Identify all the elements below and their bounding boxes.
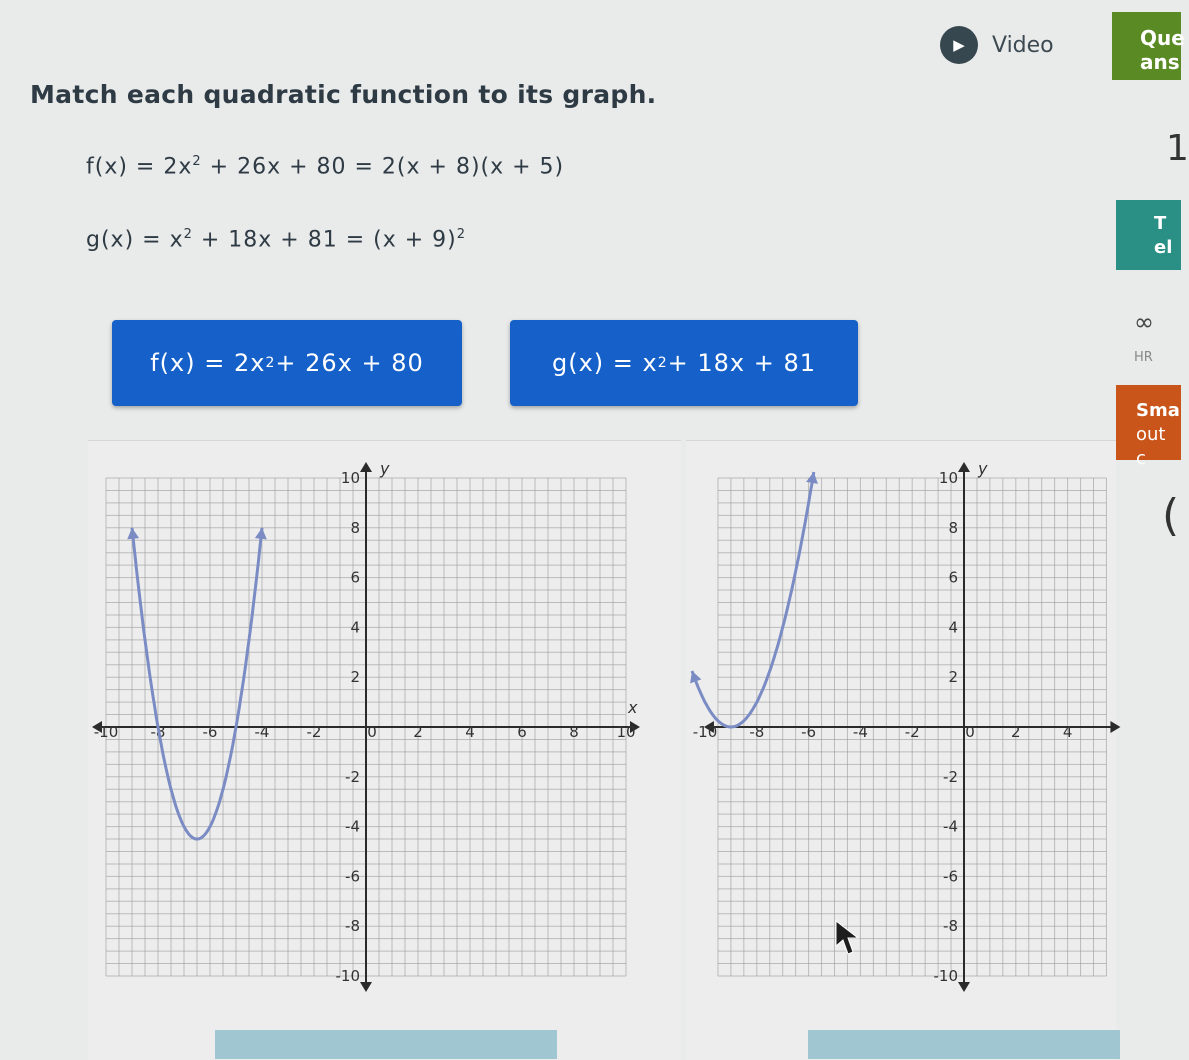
equation-g-lhs: g(x) = x — [86, 227, 184, 253]
side-top-line-2: ans — [1140, 50, 1180, 74]
x-tick-label: -6 — [202, 723, 218, 741]
x-tick-label: -10 — [93, 723, 119, 741]
y-tick-label: 2 — [350, 668, 360, 687]
side-top-line-1: Que — [1140, 26, 1185, 50]
y-axis-label: y — [380, 459, 390, 478]
y-tick-label: -4 — [345, 817, 360, 836]
x-tick-label: -4 — [254, 723, 270, 741]
side-bottom-line-2: out c — [1136, 424, 1166, 469]
y-axis-down-arrow-icon — [958, 982, 970, 992]
x-tick-label: -2 — [306, 723, 322, 741]
y-tick-label: -6 — [943, 867, 958, 886]
tile-g-pre: g(x) = x — [551, 349, 658, 377]
equation-f-lhs: f(x) = 2x — [86, 154, 193, 180]
equation-g-exponent-1: 2 — [183, 227, 193, 242]
x-tick-label: 2 — [1011, 723, 1021, 741]
y-tick-label: -2 — [943, 767, 958, 786]
x-tick-label: 8 — [569, 723, 579, 741]
x-tick-label: 2 — [413, 723, 423, 741]
y-tick-label: 8 — [350, 518, 360, 537]
y-tick-label: 4 — [948, 618, 958, 637]
x-tick-label: 4 — [1062, 723, 1073, 741]
graph-2 — [690, 459, 1120, 992]
x-tick-label: -4 — [852, 723, 868, 741]
y-tick-label: 6 — [948, 568, 958, 587]
y-tick-label: 4 — [350, 618, 360, 637]
y-tick-label: -6 — [345, 867, 360, 886]
equation-g-exponent-2: 2 — [456, 227, 467, 242]
side-hr-label: HR — [1134, 350, 1153, 365]
y-axis-up-arrow-icon — [958, 462, 970, 472]
x-tick-label: -8 — [749, 723, 765, 741]
equation-f-rhs: + 26x + 80 = 2(x + 8)(x + 5) — [201, 154, 565, 180]
infinity-icon: ∞ — [1134, 308, 1154, 336]
tile-g-post: + 18x + 81 — [667, 349, 817, 377]
y-axis-down-arrow-icon — [360, 982, 372, 992]
y-axis-label: y — [978, 459, 988, 478]
x-axis-right-arrow-icon — [1110, 721, 1120, 733]
equation-f-exponent: 2 — [192, 154, 202, 169]
y-tick-label: 6 — [350, 568, 360, 587]
x-axis-label: x — [628, 698, 638, 717]
x-tick-label: 6 — [517, 723, 527, 741]
tile-g-exponent: 2 — [657, 355, 668, 371]
curve-end-arrow-icon — [255, 528, 267, 540]
y-tick-label: -2 — [345, 767, 360, 786]
x-tick-label: 0 — [367, 723, 377, 741]
y-tick-label: 10 — [938, 469, 958, 487]
side-glyph-1: 1 — [1166, 128, 1189, 169]
y-tick-label: -8 — [943, 917, 958, 936]
equation-g-rhs: + 18x + 81 = (x + 9) — [192, 227, 457, 253]
video-label: Video — [992, 32, 1054, 58]
y-tick-label: -10 — [335, 967, 360, 985]
drop-zone-1[interactable] — [215, 1030, 557, 1059]
tile-f-post: + 26x + 80 — [275, 349, 424, 377]
play-icon: ▶ — [940, 26, 978, 64]
x-tick-label: -8 — [150, 723, 166, 741]
y-tick-label: -8 — [345, 917, 360, 936]
side-bottom-line-1: Sma — [1136, 400, 1180, 421]
x-tick-label: -2 — [904, 723, 920, 741]
x-tick-label: 0 — [965, 723, 975, 741]
y-tick-label: 8 — [948, 518, 958, 537]
x-tick-label: -6 — [801, 723, 817, 741]
tile-f-exponent: 2 — [265, 355, 276, 371]
x-tick-label: 10 — [616, 723, 636, 741]
side-mid-line-1: T — [1154, 213, 1167, 234]
graph-1 — [92, 459, 640, 992]
y-tick-label: 10 — [340, 469, 360, 487]
side-glyph-2: ( — [1162, 490, 1180, 541]
y-tick-label: 2 — [948, 668, 958, 687]
instruction-text: Match each quadratic function to its graph. — [30, 80, 657, 109]
side-mid-line-2: el — [1154, 237, 1173, 258]
y-tick-label: -10 — [933, 967, 958, 985]
x-tick-label: 4 — [465, 723, 475, 741]
curve-end-arrow-icon — [127, 528, 139, 540]
y-tick-label: -4 — [943, 817, 958, 836]
x-tick-label: -10 — [692, 723, 718, 741]
y-axis-up-arrow-icon — [360, 462, 372, 472]
drop-zone-2[interactable] — [808, 1030, 1120, 1059]
tile-f-pre: f(x) = 2x — [150, 349, 266, 377]
